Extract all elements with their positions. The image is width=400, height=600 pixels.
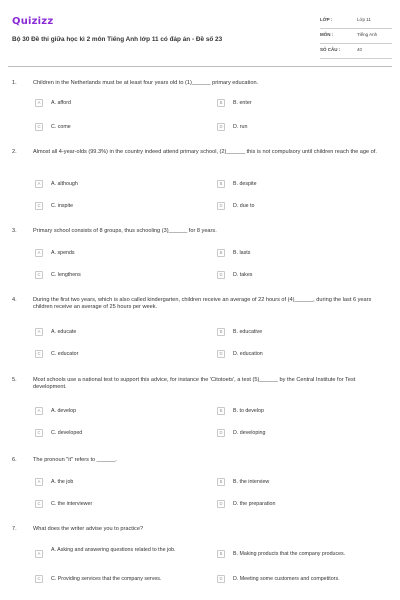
option-letter-box: B — [217, 328, 225, 336]
meta-row-count — [320, 44, 392, 59]
option-text: C. the interviewer — [51, 501, 93, 507]
option-letter-box: A — [35, 99, 43, 107]
option-text: B. lasts — [233, 250, 251, 256]
option-letter-box: A — [35, 550, 43, 558]
option-letter-box: A — [35, 407, 43, 415]
question-number: 7. — [12, 526, 17, 532]
option-letter-box: A — [35, 249, 43, 257]
header-divider — [8, 66, 392, 67]
question-text: What does the writer advise you to practice? — [33, 526, 144, 532]
question-text: Most schools use a national test to support this advice, for instance the 'Citotoets', a test (5)______ by the Central Institute for Test development. — [33, 377, 356, 390]
option-letter-box: B — [217, 99, 225, 107]
option-letter-box: A — [35, 478, 43, 486]
option-text: D. Meeting some customers and competitors. — [233, 576, 340, 582]
option-letter-box: C — [35, 429, 43, 437]
option-text: A. develop — [51, 408, 77, 414]
option-text: C. inspite — [51, 203, 74, 209]
option-text: C. come — [51, 124, 71, 130]
meta-label: MÔN : — [320, 32, 334, 37]
question-text: The pronoun "it" refers to ______. — [33, 457, 117, 463]
option-text: A. spends — [51, 250, 75, 256]
option-text: D. takes — [233, 272, 253, 278]
meta-label: LỚP : — [320, 17, 333, 22]
option-letter-box: D — [217, 429, 225, 437]
meta-row-subject — [320, 29, 392, 44]
question-number: 4. — [12, 297, 17, 303]
option-text: B. the interview — [233, 479, 270, 485]
option-text: A. educate — [51, 329, 77, 335]
question-text: Children in the Netherlands must be at least four years old to (1)______ primary education. — [33, 80, 259, 86]
option-text: D. education — [233, 351, 263, 357]
option-text: B. despite — [233, 181, 257, 187]
option-text: C. lengthens — [51, 272, 81, 278]
option-text: D. developing — [233, 430, 266, 436]
option-letter-box: D — [217, 202, 225, 210]
meta-value: Tiếng Anh — [357, 32, 378, 37]
option-letter-box: D — [217, 575, 225, 583]
question-number: 1. — [12, 80, 17, 86]
question-number: 2. — [12, 149, 17, 155]
question-number: 6. — [12, 457, 17, 463]
meta-row-class — [320, 14, 392, 29]
option-letter-box: D — [217, 123, 225, 131]
option-text: A. afford — [51, 100, 71, 106]
option-text: D. the preparation — [233, 501, 276, 507]
option-text: C. educator — [51, 351, 79, 357]
option-letter-box: C — [35, 575, 43, 583]
question-number: 3. — [12, 228, 17, 234]
option-text: C. developed — [51, 430, 83, 436]
meta-value: Lớp 11 — [357, 17, 371, 22]
option-letter-box: A — [35, 180, 43, 188]
question-text: During the first two years, which is also called kindergarten, children receive an average of 22 hours of (4)______, during the last 6 years children receive an average of 25 hours per week. — [33, 297, 372, 310]
option-text: B. enter — [233, 100, 252, 106]
option-letter-box: B — [217, 180, 225, 188]
option-text: A. Asking and answering questions related to the job. — [51, 547, 176, 553]
option-text: D. due to — [233, 203, 255, 209]
question-number: 5. — [12, 377, 17, 383]
option-letter-box: D — [217, 271, 225, 279]
document-title: Bộ 30 Đề thi giữa học kì 2 môn Tiếng Anh lớp 11 có đáp án - Đề số 23 — [12, 36, 223, 43]
option-letter-box: A — [35, 328, 43, 336]
option-letter-box: C — [35, 202, 43, 210]
option-letter-box: C — [35, 271, 43, 279]
option-text: D. run — [233, 124, 248, 130]
option-letter-box: B — [217, 407, 225, 415]
option-text: A. although — [51, 181, 78, 187]
quizizz-logo: Quizizz — [12, 16, 54, 27]
option-text: B. to develop — [233, 408, 264, 414]
option-letter-box: D — [217, 500, 225, 508]
option-text: A. the job — [51, 479, 74, 485]
option-letter-box: C — [35, 350, 43, 358]
question-text: Almost all 4-year-olds (99.3%) in the country indeed attend primary school, (2)______ this is not compulsory until children reach the age of. — [33, 149, 377, 155]
option-letter-box: D — [217, 350, 225, 358]
option-letter-box: B — [217, 550, 225, 558]
worksheet-header — [12, 10, 390, 58]
meta-value: 40 — [357, 47, 363, 52]
option-text: C. Providing services that the company serves. — [51, 576, 162, 582]
option-letter-box: C — [35, 123, 43, 131]
option-letter-box: B — [217, 478, 225, 486]
meta-table — [320, 14, 392, 59]
option-letter-box: B — [217, 249, 225, 257]
option-text: B. Making products that the company produces. — [233, 551, 346, 557]
question-text: Primary school consists of 8 groups, thus schooling (3)______ for 8 years. — [33, 228, 217, 234]
option-text: B. educative — [233, 329, 263, 335]
option-letter-box: C — [35, 500, 43, 508]
meta-label: SỐ CÂU : — [320, 47, 341, 52]
